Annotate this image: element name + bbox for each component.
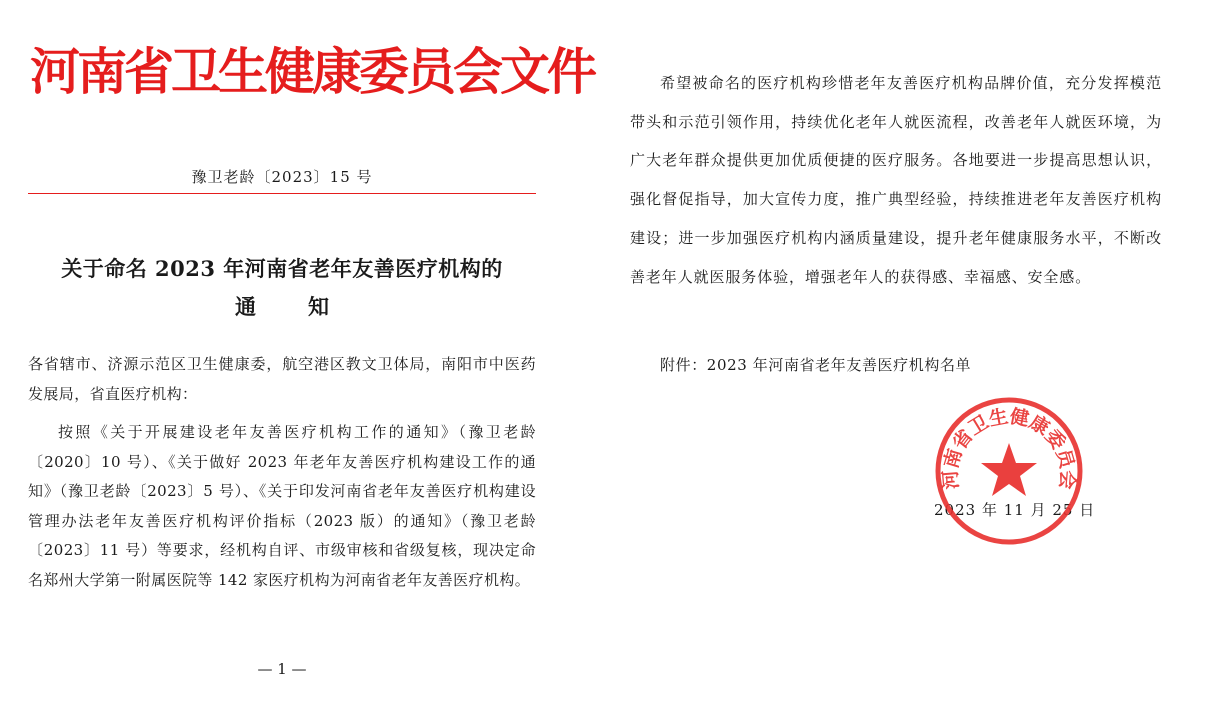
body-paragraph: 按照《关于开展建设老年友善医疗机构工作的通知》（豫卫老龄〔2020〕10 号）、《关于做好 2023 年老年友善医疗机构建设工作的通知》（豫卫老龄〔2023〕5 号）、《关于印发河南省老年友善医疗机构建设管理办法老年友善医疗机构评价指标（2023 版）的通知》（豫卫老龄〔2023〕11 号）等要求，经机构自评、市级审核和省级复核，现决定命名郑州大学第一附属医院等 142 家医疗机构为河南省老年友善医疗机构。 — [28, 423, 536, 589]
official-seal-icon — [933, 395, 1085, 547]
attachment-line: 附件：2023 年河南省老年友善医疗机构名单 — [660, 356, 972, 374]
seal-text: 河南省卫生健康委员会 — [939, 405, 1079, 491]
left-page — [0, 0, 594, 714]
body-paragraph-continued: 希望被命名的医疗机构珍惜老年友善医疗机构品牌价值，充分发挥模范带头和示范引领作用，持续优化老年人就医流程，改善老年人就医环境，为广大老年群众提供更加优质便捷的医疗服务。各地要进一步提高思想认识，强化督促指导，加大宣传力度，推广典型经验，持续推进老年友善医疗机构建设；进一步加强医疗机构内涵质量建设，提升老年健康服务水平，不断改善老年人就医服务体验，增强老年人的获得感、幸福感、安全感。 — [630, 74, 1162, 286]
document-header: 河南省卫生健康委员会文件 — [30, 42, 594, 101]
seal-graphic — [933, 395, 1085, 547]
issue-date: 2023 年 11 月 25 日 — [934, 501, 1096, 519]
right-page — [600, 0, 1225, 714]
addressee: 各省辖市、济源示范区卫生健康委，航空港区教文卫体局，南阳市中医药发展局，省直医疗机构： — [28, 355, 536, 403]
notice-title — [28, 250, 536, 326]
seal-star — [981, 443, 1037, 496]
title-line-2: 通知 — [235, 294, 381, 319]
red-divider-line — [28, 193, 536, 194]
document-number: 豫卫老龄〔2023〕15 号 — [191, 168, 373, 186]
title-line-1: 关于命名 2023 年河南省老年友善医疗机构的 — [61, 256, 503, 281]
page-number: — 1 — — [257, 660, 307, 678]
